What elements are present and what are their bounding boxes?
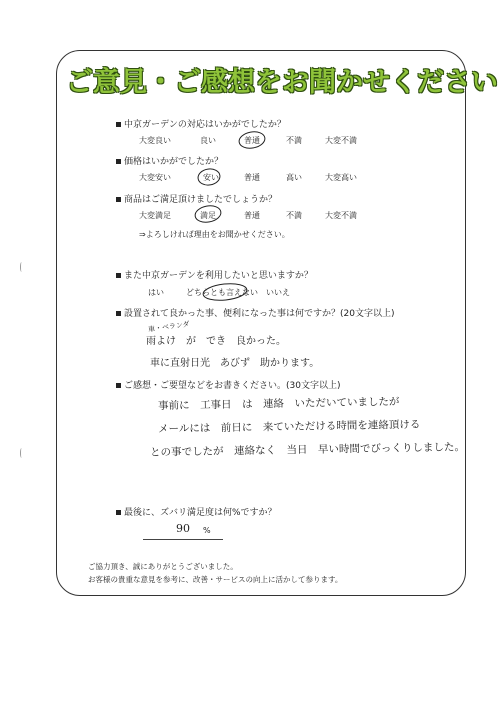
q3-selected-circle	[194, 204, 222, 224]
question-7-text: 最後に、ズバリ満足度は何%ですか？	[124, 508, 277, 518]
q2-option-2: 安い	[203, 173, 219, 182]
q6-answer-line-2: メールには 前日に 来ていただける時間を連絡頂ける	[157, 418, 421, 436]
q3-option-5: 大変不満	[325, 211, 357, 220]
question-2-text: 価格はいかがでしたか？	[124, 157, 224, 167]
q7-answer-unit: %	[203, 526, 211, 535]
question-6-text: ご感想・ご要望などをお書きください。(30文字以上)	[124, 381, 341, 391]
question-3-text: 商品はご満足頂けましたでしょうか？	[124, 195, 278, 205]
q5-answer-note: 車・ベランダ	[147, 320, 191, 334]
q2-selected-circle	[197, 168, 221, 187]
question-5-text: 設置されて良かった事、便利になった事は何ですか？(20文字以上)	[124, 309, 395, 319]
q7-answer-value: 90	[176, 522, 190, 535]
question-4-text: また中京ガーデンを利用したいと思いますか？	[124, 271, 313, 281]
q3-reason-note: ⇒よろしければ理由をお聞かせください。	[139, 230, 290, 239]
q4-selected-circle	[202, 282, 247, 303]
q1-selected-circle	[238, 130, 266, 150]
q3-option-4: 不満	[286, 211, 302, 220]
q1-option-5: 大変不満	[325, 136, 357, 145]
q3-option-1: 大変満足	[139, 211, 171, 220]
q3-option-3: 普通	[244, 211, 260, 220]
q1-option-1: 大変良い	[139, 136, 171, 145]
q2-option-5: 大変高い	[325, 173, 357, 182]
q6-answer-line-1: 事前に 工事日 は 連絡 いただいていましたが	[157, 395, 400, 413]
q2-option-3: 普通	[244, 173, 260, 182]
q5-answer-line-1: 雨よけ が でき 良かった。	[146, 336, 286, 347]
q1-option-3: 普通	[244, 136, 260, 145]
q6-answer-line-3: との事でしたが 連絡なく 当日 早い時間でびっくりしました。	[149, 441, 466, 459]
footer-thanks: ご協力頂き、誠にありがとうございました。	[88, 562, 238, 571]
footer-message: お客様の貴重な意見を参考に、改善・サービスの向上に活かして参ります。	[88, 575, 343, 584]
q4-option-1: はい	[148, 288, 164, 297]
survey-title: ご意見・ご感想をお聞かせください	[66, 67, 498, 98]
q3-option-2: 満足	[200, 211, 216, 220]
q2-option-4: 高い	[286, 173, 302, 182]
q2-option-1: 大変安い	[139, 173, 171, 182]
q4-option-2: どちらとも言えない	[186, 288, 258, 297]
q5-answer-line-2: 車に直射日光 あびず 助かります。	[150, 358, 320, 369]
q4-option-3: いいえ	[266, 288, 290, 297]
q1-option-4: 不満	[286, 136, 302, 145]
q1-option-2: 良い	[200, 136, 216, 145]
question-1-text: 中京ガーデンの対応はいかがでしたか？	[124, 120, 286, 130]
